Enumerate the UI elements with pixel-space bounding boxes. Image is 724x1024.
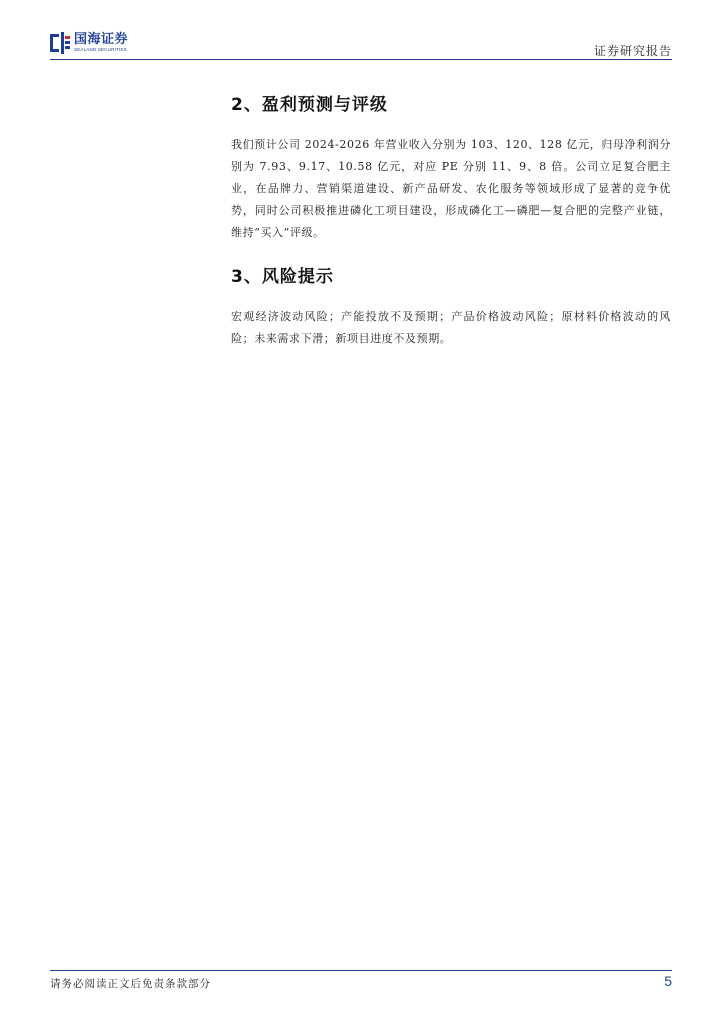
section-risk-warning-body bbox=[231, 306, 671, 350]
sealand-logo-icon bbox=[50, 32, 70, 54]
disclaimer-note: 请务必阅读正文后免责条款部分 bbox=[50, 978, 211, 990]
section-risk-warning bbox=[231, 262, 671, 287]
header-divider bbox=[50, 59, 672, 60]
section-earnings-forecast-body bbox=[231, 134, 671, 244]
section-paragraph: 宏观经济波动风险；产能投放不及预期；产品价格波动风险；原材料价格波动的风险；未来需求下滑；新项目进度不及预期。 bbox=[231, 310, 671, 345]
section-paragraph: 我们预计公司 2024-2026 年营业收入分别为 103、120、128 亿元，归母净利润分别为 7.93、9.17、10.58 亿元，对应 PE 分别 11、9、8 倍。公司立足复合肥主业，在品牌力、营销渠道建设、新产品研发、农化服务等领域形成了显著的竞争优势，同时公司积极推进磷化工项目建设，形成磷化工—磷肥—复合肥的完整产业链，维持“买入”评级。 bbox=[231, 138, 671, 239]
page-header bbox=[50, 28, 672, 60]
document-type: 证券研究报告 bbox=[593, 44, 672, 58]
section-title: 2、盈利预测与评级 bbox=[231, 95, 388, 115]
section-earnings-forecast bbox=[231, 90, 671, 115]
page-number: 5 bbox=[664, 973, 672, 989]
footer-divider bbox=[50, 970, 672, 971]
section-title: 3、风险提示 bbox=[231, 267, 334, 287]
company-logo bbox=[50, 30, 128, 56]
logo-chinese-name: 国海证券 bbox=[74, 32, 129, 48]
logo-english-name: SEALAND SECURITIES bbox=[74, 47, 127, 53]
